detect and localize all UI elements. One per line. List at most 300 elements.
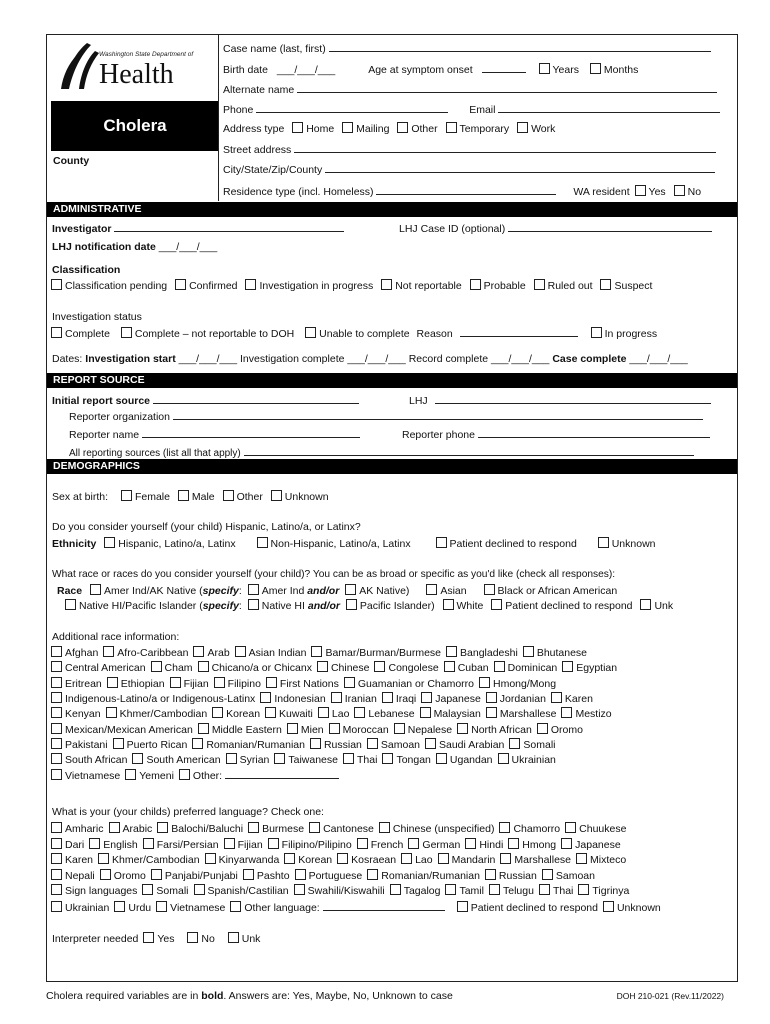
birth-row	[223, 62, 638, 76]
race-extra-cuban-label: Cuban	[457, 662, 489, 675]
home-checkbox[interactable]	[292, 122, 303, 133]
reporter-phone-row[interactable]	[402, 427, 710, 441]
lang-cantonese-checkbox[interactable]	[309, 822, 320, 833]
lhj-notification-label: LHJ notification date	[52, 241, 156, 253]
lang-german-checkbox[interactable]	[408, 838, 419, 849]
reporter-name-field[interactable]	[142, 427, 360, 438]
lang-chuukese-label: Chuukese	[579, 823, 627, 835]
classification-row	[51, 279, 652, 292]
class-confirmed-checkbox[interactable]	[175, 279, 186, 290]
race-extra-row	[51, 707, 612, 720]
race-extra-bangladeshi-checkbox[interactable]	[446, 646, 457, 657]
sex-female-checkbox[interactable]	[121, 490, 132, 501]
form-number: DOH 210-021 (Rev.11/2022)	[616, 991, 724, 1001]
class-confirmed-label: Confirmed	[189, 280, 238, 292]
lang-chamorro-checkbox[interactable]	[499, 822, 510, 833]
class-not-reportable-checkbox[interactable]	[381, 279, 392, 290]
race-extra-saudi-arabian-checkbox[interactable]	[425, 738, 436, 749]
lang-pashto-checkbox[interactable]	[243, 869, 254, 880]
lang-french-checkbox[interactable]	[357, 838, 368, 849]
lang-russian-label: Russian	[498, 869, 537, 882]
lang-kosraean-checkbox[interactable]	[337, 853, 348, 864]
race-extra-moroccan-checkbox[interactable]	[329, 723, 340, 734]
phone-field[interactable]	[256, 102, 448, 113]
lang-panjabi-punjabi-checkbox[interactable]	[151, 869, 162, 880]
class-suspect-checkbox[interactable]	[600, 279, 611, 290]
lang-hindi-label: Hindi	[479, 838, 504, 851]
race-extra-bamar-burman-burmese-checkbox[interactable]	[311, 646, 322, 657]
race-extra-vietnamese-label: Vietnamese	[65, 770, 121, 783]
lhj-case-id-field[interactable]	[508, 221, 712, 232]
eth-unknown-checkbox[interactable]	[598, 537, 609, 548]
lang-dari-label: Dari	[65, 838, 85, 851]
lang-urdu-checkbox[interactable]	[114, 901, 125, 912]
status-unable-label: Unable to complete	[319, 328, 410, 340]
reporter-org-field[interactable]	[173, 409, 703, 420]
race-extra-row	[51, 677, 556, 690]
race-extra-ukrainian-checkbox[interactable]	[498, 753, 509, 764]
eth-non-hispanic-checkbox[interactable]	[257, 537, 268, 548]
lang-pashto-label: Pashto	[256, 869, 290, 882]
reporter-name-label: Reporter name	[69, 429, 140, 441]
race-extra-row	[51, 646, 587, 659]
temporary-checkbox[interactable]	[446, 122, 457, 133]
interp-unk-label: Unk	[241, 933, 261, 945]
inv-start-label: Investigation start	[85, 353, 176, 365]
residence-field[interactable]	[376, 184, 556, 195]
years-checkbox[interactable]	[539, 63, 550, 74]
class-investigation-checkbox[interactable]	[245, 279, 256, 290]
race-extra-oromo-checkbox[interactable]	[537, 723, 548, 734]
lang-declined-checkbox[interactable]	[457, 901, 468, 912]
reporter-phone-field[interactable]	[478, 427, 710, 438]
race-extra-ugandan-checkbox[interactable]	[436, 753, 447, 764]
race-extra-vietnamese-checkbox[interactable]	[51, 769, 62, 780]
sex-unknown-checkbox[interactable]	[271, 490, 282, 501]
race-colon-2: :	[238, 600, 242, 612]
lang-spanish-castilian-label: Spanish/Castilian	[207, 885, 289, 897]
race-amer-ind-ak-checkbox[interactable]	[90, 584, 101, 595]
investigator-field[interactable]	[114, 221, 344, 232]
report-source-bar: REPORT SOURCE	[47, 373, 737, 388]
race-extra-lao-checkbox[interactable]	[318, 707, 329, 718]
race-extra-kenyan-checkbox[interactable]	[51, 707, 62, 718]
race-extra-dominican-checkbox[interactable]	[494, 661, 505, 672]
lang-tigrinya-label: Tigrinya	[592, 885, 630, 897]
interp-yes-checkbox[interactable]	[143, 932, 154, 943]
street-field[interactable]	[294, 142, 716, 153]
lang-vietnamese-checkbox[interactable]	[156, 901, 167, 912]
race-extra-thai-checkbox[interactable]	[343, 753, 354, 764]
race-extra-somali-checkbox[interactable]	[509, 738, 520, 749]
race-pacific-islander-checkbox[interactable]	[346, 599, 357, 610]
race-extra-russian-label: Russian	[323, 738, 362, 751]
race-extra-asian-indian-checkbox[interactable]	[235, 646, 246, 657]
alt-name-label: Alternate name	[223, 84, 295, 96]
race-extra-fijian-checkbox[interactable]	[170, 677, 181, 688]
lang-korean-checkbox[interactable]	[284, 853, 295, 864]
race-extra-lebanese-label: Lebanese	[368, 708, 415, 721]
race-extra-mestizo-checkbox[interactable]	[561, 707, 572, 718]
lang-english-checkbox[interactable]	[89, 838, 100, 849]
inv-status-row	[51, 326, 657, 340]
lang-mixteco-checkbox[interactable]	[576, 853, 587, 864]
race-amer-ind-label: Amer Ind	[261, 585, 305, 597]
lang-swahili-kiswahili-label: Swahili/Kiswahili	[307, 885, 385, 897]
race-black-checkbox[interactable]	[484, 584, 495, 595]
race-extra-japanese-label: Japanese	[435, 692, 481, 705]
alt-name-row[interactable]	[223, 82, 717, 96]
lang-thai-checkbox[interactable]	[539, 884, 550, 895]
lang-romanian-rumanian-checkbox[interactable]	[367, 869, 378, 880]
race-extra-romanian-rumanian-checkbox[interactable]	[192, 738, 203, 749]
race-extra-south-african-label: South African	[65, 754, 128, 767]
inv-complete-field[interactable]: ___/___/___	[347, 353, 406, 365]
race-extra-north-african-label: North African	[471, 723, 532, 736]
race-extra-row	[51, 738, 556, 751]
lang-arabic-label: Arabic	[122, 823, 153, 835]
lang-kosraean-label: Kosraean	[351, 854, 397, 866]
class-pending-label: Classification pending	[65, 280, 168, 292]
race-extra-chicano-a-or-chicanx-checkbox[interactable]	[198, 661, 209, 672]
class-ruled-out-checkbox[interactable]	[534, 279, 545, 290]
status-in-progress-label: In progress	[604, 328, 658, 340]
residence-row	[223, 184, 701, 198]
street-row[interactable]	[223, 142, 716, 156]
lang-samoan-checkbox[interactable]	[542, 869, 553, 880]
sex-other-checkbox[interactable]	[223, 490, 234, 501]
age-onset-field[interactable]	[482, 62, 526, 73]
lang-row	[51, 884, 629, 897]
lang-filipino-pilipino-checkbox[interactable]	[268, 838, 279, 849]
rec-complete-field[interactable]: ___/___/___	[491, 353, 550, 365]
race-unk-label: Unk	[654, 600, 674, 612]
lang-row	[51, 822, 626, 835]
lang-telugu-checkbox[interactable]	[489, 884, 500, 895]
lang-japanese-checkbox[interactable]	[561, 838, 572, 849]
race-extra-jordanian-checkbox[interactable]	[486, 692, 497, 703]
class-not-reportable-label: Not reportable	[395, 280, 462, 292]
interpreter-row	[52, 932, 260, 945]
race-extra-chinese-checkbox[interactable]	[317, 661, 328, 672]
race-extra-bhutanese-checkbox[interactable]	[523, 646, 534, 657]
race-extra-mien-checkbox[interactable]	[287, 723, 298, 734]
race-nhpi-checkbox[interactable]	[65, 599, 76, 610]
lang-hmong-checkbox[interactable]	[508, 838, 519, 849]
lang-farsi-persian-checkbox[interactable]	[143, 838, 154, 849]
doh-logo	[47, 35, 218, 99]
race-extra-chinese-label: Chinese	[330, 662, 370, 675]
sex-male-checkbox[interactable]	[178, 490, 189, 501]
race-extra-eritrean-checkbox[interactable]	[51, 677, 62, 688]
race-extra-korean-checkbox[interactable]	[212, 707, 223, 718]
race-extra-afro-caribbean-checkbox[interactable]	[103, 646, 114, 657]
lhj-notification-field[interactable]: ___/___/___	[158, 241, 218, 253]
logo-health-text: Health	[99, 59, 174, 90]
class-pending-checkbox[interactable]	[51, 279, 62, 290]
other-address-checkbox[interactable]	[397, 122, 408, 133]
lang-ukrainian-checkbox[interactable]	[51, 901, 62, 912]
race-asian-checkbox[interactable]	[426, 584, 437, 595]
inv-start-field[interactable]: ___/___/___	[178, 353, 238, 365]
class-probable-checkbox[interactable]	[470, 279, 481, 290]
race-extra-afghan-checkbox[interactable]	[51, 646, 62, 657]
lhj-row[interactable]	[409, 393, 711, 407]
initial-source-field[interactable]	[153, 393, 359, 404]
sex-label: Sex at birth:	[52, 491, 109, 503]
lang-vietnamese-label: Vietnamese	[170, 901, 226, 914]
race-extra-kuwaiti-label: Kuwaiti	[279, 708, 313, 721]
race-extra-filipino-label: Filipino	[227, 677, 261, 690]
lang-dari-checkbox[interactable]	[51, 838, 62, 849]
race-extra-yemeni-label: Yemeni	[139, 770, 174, 783]
city-row[interactable]	[223, 162, 715, 176]
street-label: Street address	[223, 144, 292, 156]
race-extra-central-american-checkbox[interactable]	[51, 661, 62, 672]
reporter-org-row[interactable]	[69, 409, 703, 423]
race-extra-nepalese-checkbox[interactable]	[394, 723, 405, 734]
race-extra-ukrainian-label: Ukrainian	[511, 754, 556, 767]
race-extra-japanese-checkbox[interactable]	[421, 692, 432, 703]
race-extra-south-american-label: South American	[146, 754, 221, 767]
race-extra-indigenous-latino-a-or-indigenous-latinx-label: Indigenous-Latino/a or Indigenous-Latinx	[65, 692, 256, 705]
all-sources-row[interactable]	[69, 445, 694, 459]
race-extra-egyptian-checkbox[interactable]	[562, 661, 573, 672]
race-declined-checkbox[interactable]	[491, 599, 502, 610]
race-question: What race or races do you consider yourself (your child)? You can be as broad or specific as you'd like (check all responses):	[52, 569, 616, 580]
language-question: What is your (your childs) preferred language? Check one:	[52, 806, 324, 818]
lang-samoan-label: Samoan	[555, 869, 595, 882]
lhj-case-id-row[interactable]	[399, 221, 712, 235]
footer-note-bold: bold	[201, 990, 224, 1002]
wa-no-checkbox[interactable]	[674, 185, 685, 196]
lang-nepali-checkbox[interactable]	[51, 869, 62, 880]
lang-chuukese-checkbox[interactable]	[565, 822, 576, 833]
race-white-checkbox[interactable]	[443, 599, 454, 610]
race-extra-marshallese-checkbox[interactable]	[486, 707, 497, 718]
lang-lao-label: Lao	[415, 854, 433, 866]
lang-arabic-checkbox[interactable]	[109, 822, 120, 833]
interp-no-checkbox[interactable]	[187, 932, 198, 943]
reporter-name-row[interactable]	[69, 427, 360, 441]
initial-source-row[interactable]	[52, 393, 359, 407]
race-other-field[interactable]	[225, 768, 339, 779]
race-extra-yemeni-checkbox[interactable]	[125, 769, 136, 780]
race-extra-taiwanese-label: Taiwanese	[288, 754, 338, 767]
eth-unknown-label: Unknown	[611, 538, 656, 550]
lang-other-language-checkbox[interactable]	[230, 901, 241, 912]
lang-kinyarwanda-label: Kinyarwanda	[218, 854, 280, 866]
race-extra-tongan-checkbox[interactable]	[382, 753, 393, 764]
status-in-progress-checkbox[interactable]	[591, 327, 602, 338]
status-complete-checkbox[interactable]	[51, 327, 62, 338]
race-extra-karen-checkbox[interactable]	[551, 692, 562, 703]
status-complete-not-checkbox[interactable]	[121, 327, 132, 338]
race-extra-ugandan-label: Ugandan	[449, 754, 493, 767]
reason-label: Reason	[416, 328, 453, 340]
race-extra-pakistani-checkbox[interactable]	[51, 738, 62, 749]
race-extra-iraqi-checkbox[interactable]	[382, 692, 393, 703]
wa-no-label: No	[687, 186, 702, 198]
lang-tigrinya-checkbox[interactable]	[578, 884, 589, 895]
race-extra-samoan-label: Samoan	[380, 738, 420, 751]
race-extra-middle-eastern-checkbox[interactable]	[198, 723, 209, 734]
lang-burmese-checkbox[interactable]	[248, 822, 259, 833]
lang-portuguese-checkbox[interactable]	[295, 869, 306, 880]
race-amer-ind-checkbox[interactable]	[248, 584, 259, 595]
race-extra-lao-label: Lao	[331, 708, 350, 721]
lang-somali-checkbox[interactable]	[142, 884, 153, 895]
lang-farsi-persian-label: Farsi/Persian	[156, 838, 219, 851]
race-nhpi-label: Native HI/Pacific Islander (	[79, 600, 203, 612]
race-ak-native-checkbox[interactable]	[345, 584, 356, 595]
lang-row	[51, 838, 621, 851]
alt-name-field[interactable]	[297, 82, 717, 93]
class-probable-label: Probable	[483, 280, 526, 292]
race-extra-row	[51, 723, 583, 736]
race-extra-first-nations-checkbox[interactable]	[266, 677, 277, 688]
birth-date-label: Birth date	[223, 64, 268, 76]
race-extra-south-african-checkbox[interactable]	[51, 753, 62, 764]
race-extra-guamanian-or-chamorro-checkbox[interactable]	[344, 677, 355, 688]
home-label: Home	[306, 123, 335, 135]
form-title: Cholera	[51, 101, 219, 151]
eth-declined-checkbox[interactable]	[436, 537, 447, 548]
lang-hindi-checkbox[interactable]	[465, 838, 476, 849]
race-extra-samoan-checkbox[interactable]	[367, 738, 378, 749]
race-extra-indigenous-latino-a-or-indigenous-latinx-checkbox[interactable]	[51, 692, 62, 703]
race-extra-ethiopian-checkbox[interactable]	[107, 677, 118, 688]
race-extra-filipino-checkbox[interactable]	[214, 677, 225, 688]
lang-somali-label: Somali	[156, 885, 189, 897]
lang-cantonese-label: Cantonese	[323, 823, 374, 835]
race-extra-somali-label: Somali	[523, 738, 556, 751]
lhj-field[interactable]	[435, 393, 711, 404]
lang-mandarin-checkbox[interactable]	[438, 853, 449, 864]
race-extra-north-african-checkbox[interactable]	[457, 723, 468, 734]
lhj-notification-row	[52, 241, 217, 253]
county-label[interactable]: County	[53, 155, 90, 167]
years-label: Years	[552, 64, 579, 76]
race-extra-iranian-checkbox[interactable]	[331, 692, 342, 703]
lang-fijian-checkbox[interactable]	[224, 838, 235, 849]
race-extra-cham-checkbox[interactable]	[151, 661, 162, 672]
lang-tamil-checkbox[interactable]	[445, 884, 456, 895]
ethnicity-row	[52, 537, 656, 550]
race-extra-iranian-label: Iranian	[344, 692, 377, 705]
lang-karen-checkbox[interactable]	[51, 853, 62, 864]
lang-ukrainian-label: Ukrainian	[65, 901, 110, 914]
reason-field[interactable]	[460, 326, 578, 337]
race-extra-lebanese-checkbox[interactable]	[354, 707, 365, 718]
interp-unk-checkbox[interactable]	[228, 932, 239, 943]
city-field[interactable]	[325, 162, 715, 173]
race-extra-hmong-mong-label: Hmong/Mong	[493, 677, 557, 690]
race-extra-egyptian-label: Egyptian	[576, 662, 618, 675]
lang-kinyarwanda-checkbox[interactable]	[205, 853, 216, 864]
lang-russian-checkbox[interactable]	[485, 869, 496, 880]
lang-swahili-kiswahili-checkbox[interactable]	[294, 884, 305, 895]
lang-balochi-baluchi-checkbox[interactable]	[157, 822, 168, 833]
lang-spanish-castilian-checkbox[interactable]	[194, 884, 205, 895]
lang-other-field[interactable]	[323, 900, 445, 911]
race-extra-syrian-label: Syrian	[239, 754, 270, 767]
race-declined-label: Patient declined to respond	[505, 600, 633, 612]
case-name-field[interactable]	[329, 41, 711, 52]
race-native-hi-checkbox[interactable]	[248, 599, 259, 610]
lang-telugu-label: Telugu	[502, 885, 534, 897]
lang-mandarin-label: Mandarin	[451, 854, 496, 866]
status-unable-checkbox[interactable]	[305, 327, 316, 338]
lang-oromo-checkbox[interactable]	[100, 869, 111, 880]
lang-oromo-label: Oromo	[113, 869, 146, 882]
work-checkbox[interactable]	[517, 122, 528, 133]
eth-hispanic-checkbox[interactable]	[104, 537, 115, 548]
race-extra-cuban-checkbox[interactable]	[444, 661, 455, 672]
lang-sign-languages-checkbox[interactable]	[51, 884, 62, 895]
race-extra-dominican-label: Dominican	[507, 662, 558, 675]
wa-yes-checkbox[interactable]	[635, 185, 646, 196]
case-complete-field[interactable]: ___/___/___	[629, 353, 688, 365]
mailing-checkbox[interactable]	[342, 122, 353, 133]
phone-row	[223, 102, 720, 116]
race-extra-oromo-label: Oromo	[550, 723, 583, 736]
email-field[interactable]	[498, 102, 720, 113]
lang-thai-label: Thai	[552, 885, 574, 897]
race-extra-other-checkbox[interactable]	[179, 769, 190, 780]
footer-note-prefix: Cholera required variables are in	[46, 990, 202, 1002]
lang-tagalog-checkbox[interactable]	[390, 884, 401, 895]
birth-date-field[interactable]: ___/___/___	[276, 64, 336, 76]
race-extra-taiwanese-checkbox[interactable]	[274, 753, 285, 764]
city-label: City/State/Zip/County	[223, 164, 323, 176]
interp-no-label: No	[201, 933, 215, 945]
lang-amharic-checkbox[interactable]	[51, 822, 62, 833]
lang-unknown-checkbox[interactable]	[603, 901, 614, 912]
classification-label: Classification	[52, 264, 121, 276]
race-extra-row	[51, 692, 593, 705]
lang-khmer-cambodian-checkbox[interactable]	[98, 853, 109, 864]
lang-lao-checkbox[interactable]	[401, 853, 412, 864]
doh-logo-icon	[57, 41, 101, 93]
race-extra-puerto-rican-checkbox[interactable]	[113, 738, 124, 749]
lang-marshallese-checkbox[interactable]	[500, 853, 511, 864]
race-extra-russian-checkbox[interactable]	[310, 738, 321, 749]
footer-note-suffix: . Answers are: Yes, Maybe, No, Unknown to case	[223, 990, 453, 1002]
ethnicity-label: Ethnicity	[52, 538, 97, 550]
race-extra-khmer-cambodian-checkbox[interactable]	[106, 707, 117, 718]
investigator-row[interactable]	[52, 221, 344, 235]
lang-khmer-cambodian-label: Khmer/Cambodian	[112, 854, 200, 866]
race-extra-south-american-checkbox[interactable]	[132, 753, 143, 764]
race-extra-syrian-checkbox[interactable]	[226, 753, 237, 764]
lang-chinese-unspecified-checkbox[interactable]	[379, 822, 390, 833]
lang-korean-label: Korean	[298, 854, 333, 866]
race-extra-indonesian-checkbox[interactable]	[260, 692, 271, 703]
status-complete-not-label: Complete – not reportable to DOH	[134, 328, 295, 340]
case-name-row[interactable]	[223, 41, 711, 55]
race-extra-hmong-mong-checkbox[interactable]	[479, 677, 490, 688]
race-extra-congolese-checkbox[interactable]	[374, 661, 385, 672]
race-extra-malaysian-checkbox[interactable]	[420, 707, 431, 718]
race-extra-arab-checkbox[interactable]	[193, 646, 204, 657]
race-extra-pakistani-label: Pakistani	[65, 738, 108, 751]
race-extra-kuwaiti-checkbox[interactable]	[265, 707, 276, 718]
race-unk-checkbox[interactable]	[640, 599, 651, 610]
months-checkbox[interactable]	[590, 63, 601, 74]
all-sources-field[interactable]	[244, 445, 694, 456]
race-extra-mexican-mexican-american-checkbox[interactable]	[51, 723, 62, 734]
